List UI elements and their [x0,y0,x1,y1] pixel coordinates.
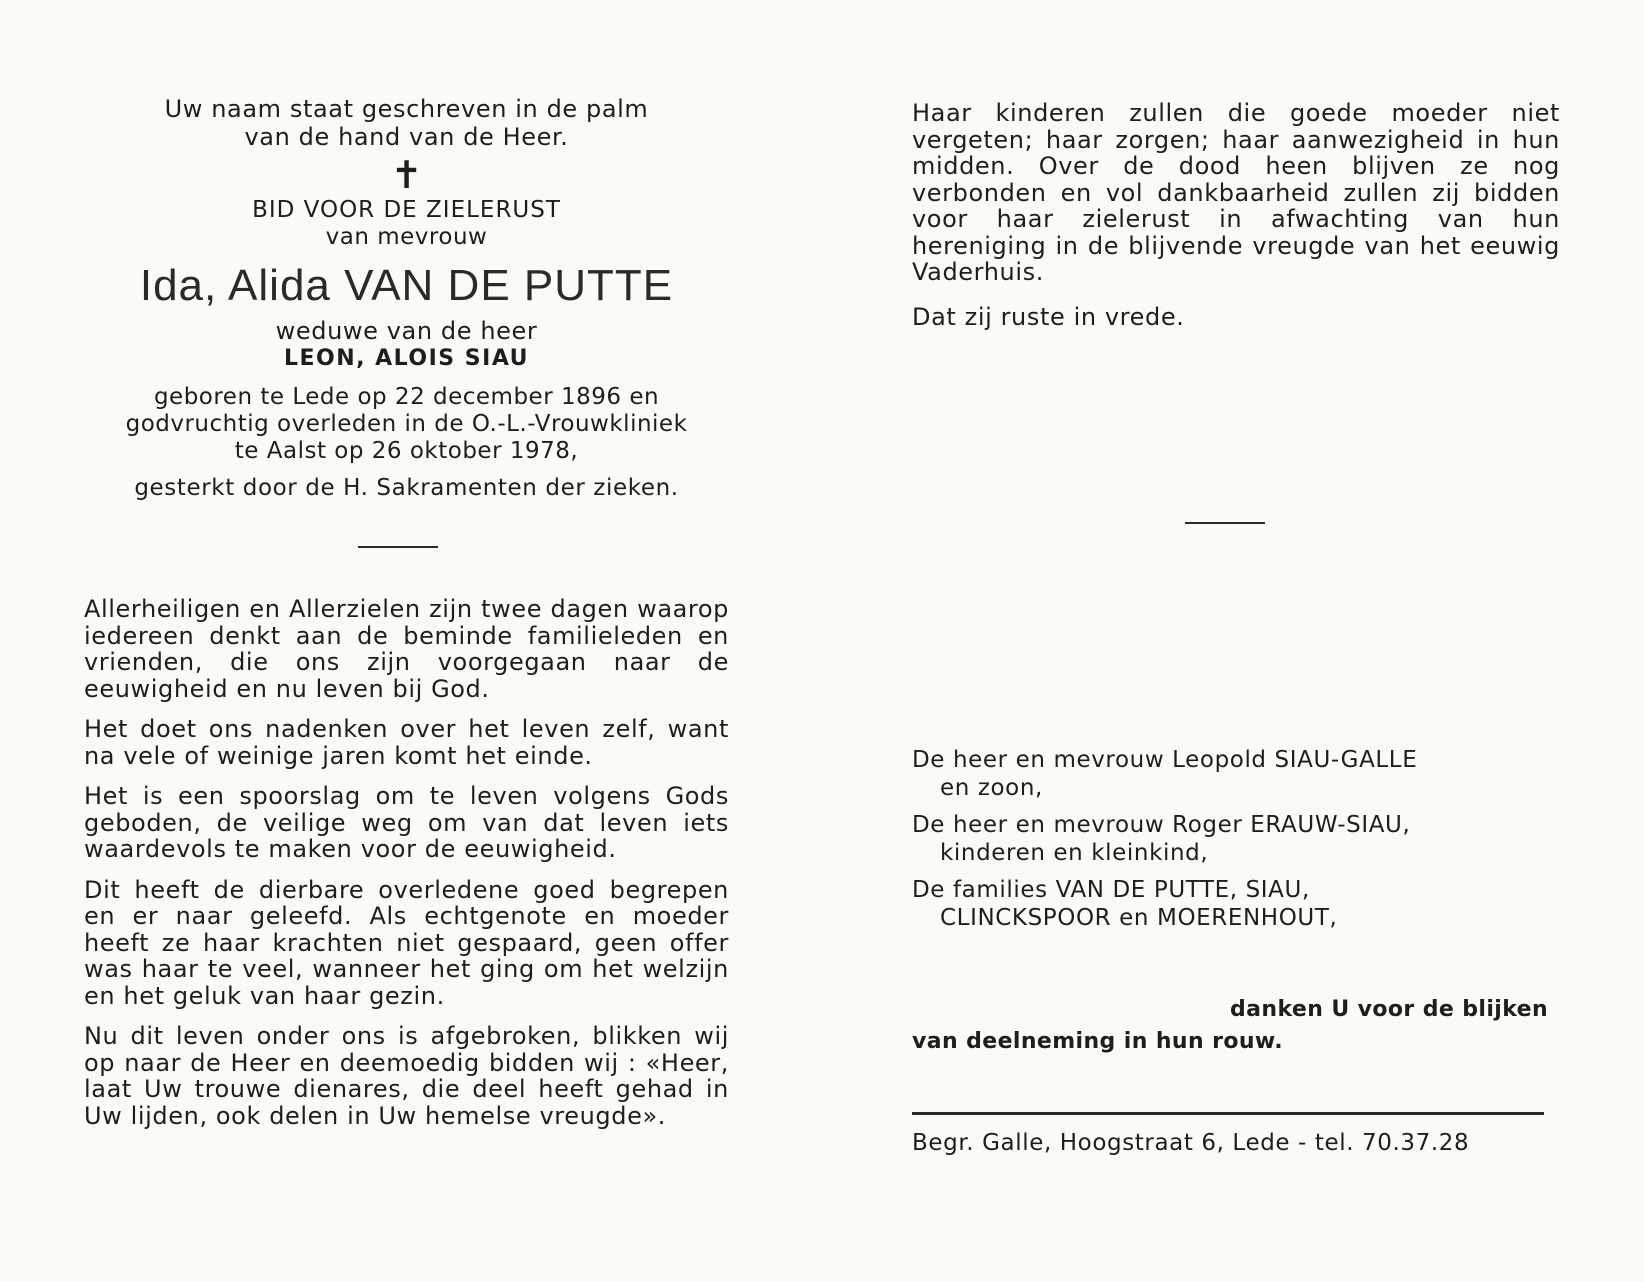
intro-line: van de hand van de Heer. [244,123,569,151]
cross-icon: ✝ [390,153,423,197]
family-line: CLINCKSPOOR en MOERENHOUT, [940,905,1338,931]
divider [912,1112,1544,1115]
deceased-name: Ida, Alida VAN DE PUTTE [139,261,674,310]
family-entry [912,811,1560,867]
right-column [912,100,1560,1157]
paragraph: Haar kinderen zullen die goede moeder niet vergeten; haar zorgen; haar aanwezigheid in hun midden. Over de dood heen blijven ze nog verbonden en vol dankbaarheid zullen zij bidden voor haar zielerust in afwachting van hun hereniging in de blijvende vreugde van het eeuwig Vaderhuis. [912,99,1560,286]
paragraph: Het doet ons nadenken over het leven zelf, want na vele of weinige jaren komt het einde. [84,715,729,770]
birth-death-info [84,384,729,465]
thanks-block [912,994,1560,1058]
birth-death-line: te Aalst op 26 oktober 1978, [234,438,579,464]
family-line: De heer en mevrouw Leopold SIAU-GALLE [912,747,1418,773]
prayer-title: BID VOOR DE ZIELERUST [252,197,561,223]
intro-verse [84,95,729,151]
family-entry [912,746,1560,802]
sacraments-line: gesterkt door de H. Sakramenten der zieken. [134,475,679,501]
van-mevrouw: van mevrouw [325,224,488,250]
paragraph: Allerheiligen en Allerzielen zijn twee dagen waarop iedereen denkt aan de beminde familieleden en vrienden, die ons zijn voorgegaan naar de eeuwigheid en nu leven bij God. [84,595,729,703]
left-text [84,596,729,1129]
widow-of: weduwe van de heer [275,317,538,345]
birth-death-line: geboren te Lede op 22 december 1896 en [153,384,660,410]
family-line: De families VAN DE PUTTE, SIAU, [912,877,1310,903]
paragraph: Nu dit leven onder ons is afgebroken, blikken wij op naar de Heer en deemoedig bidden wij : «Heer, laat Uw trouwe dienares, die deel heeft gehad in Uw lijden, ook delen in Uw hemelse vreugde». [84,1022,729,1130]
thanks-line: danken U voor de blijken [1230,997,1549,1022]
family-entry [912,876,1560,932]
birth-death-line: godvruchtig overleden in de O.-L.-Vrouwkliniek [125,411,688,437]
family-line: en zoon, [940,775,1043,801]
intro-line: Uw naam staat geschreven in de palm [164,95,649,123]
printer-line: Begr. Galle, Hoogstraat 6, Lede - tel. 70.37.28 [912,1130,1470,1156]
family-line: De heer en mevrouw Roger ERAUW-SIAU, [912,812,1411,838]
left-column [84,95,729,1143]
family-list [912,746,1560,932]
rest-in-peace: Dat zij ruste in vrede. [912,302,1185,331]
family-line: kinderen en kleinkind, [940,840,1209,866]
thanks-line: van deelneming in hun rouw. [912,1029,1283,1054]
paragraph: Dit heeft de dierbare overledene goed begrepen en er naar geleefd. Als echtgenote en moeder heeft ze haar krachten niet gespaard, geen offer was haar te veel, wanneer het ging om het welzijn en het geluk van haar gezin. [84,875,729,1010]
husband-name: LEON, ALOIS SIAU [283,346,530,371]
divider [1185,522,1265,524]
divider [358,546,438,548]
paragraph: Het is een spoorslag om te leven volgens Gods geboden, de veilige weg om van dat leven iets waardevols te maken voor de eeuwigheid. [84,782,729,863]
